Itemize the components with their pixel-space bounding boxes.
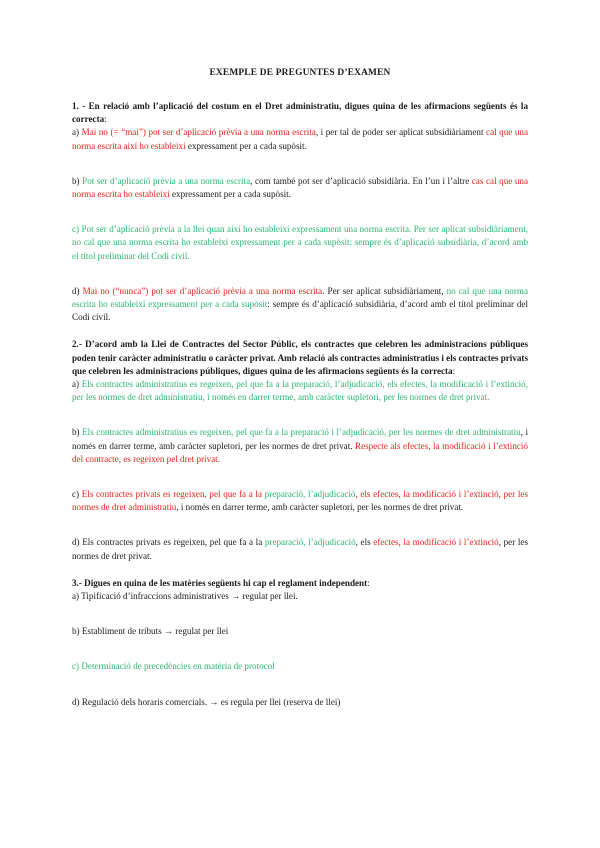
question-2 [72,338,528,378]
option-segment-red: cal que una norma escrita així ho estableixi [72,127,528,151]
option-letter: c) [72,489,82,500]
question-1 [72,100,528,126]
option-segment-red: , els efectes, la modificació i l’extinció, per les normes de dret administratiu [72,489,528,513]
question-2-option-d [72,536,528,562]
question-2-colon: : [452,365,456,376]
option-letter: a) [72,379,82,390]
option-segment-green: Els contractes administratius es regeixen, pel que fa a la preparació, l’adjudicació, els efectes, la modificació i l’extinció, per les normes de dret administratiu, i només en darrer terme, amb caràcter supletori, per les normes de dret privat. [72,379,528,403]
option-segment: d) Els contractes privats es regeixen, pel que fa a la [72,537,265,548]
option-segment: , els [355,537,374,548]
question-3-option-d: d) Regulació dels horaris comercials. → es regula per llei (reserva de llei) [72,696,341,707]
option-segment-red: Mai no (“nunca”) pot ser d’aplicació prèvia a una norma escrita [82,285,323,296]
option-letter: a) [72,127,82,138]
option-segment: , com també pot ser d’aplicació subsidiària. En l’un i l’altre [250,175,472,186]
question-3-option-c: c) Determinació de precedències en matèria de protocol [72,661,275,672]
option-segment: expressament per a cada supòsit. [172,189,291,200]
option-segment-green: Pot ser d’aplicació prèvia a una norma escrita [82,175,251,186]
question-3-text: 3.- Digues en quina de les matèries següents hi cap el reglament independent [72,577,368,588]
question-3 [72,577,528,590]
document-title: EXEMPLE DE PREGUNTES D’EXAMEN [209,68,391,78]
question-1-text: 1. - En relació amb l’aplicació del costum en el Dret administratiu, digues quina de les afirmacions següents és la correcta [72,101,528,125]
question-1-colon: : [104,114,107,125]
option-segment-green: Els contractes administratius es regeixen, pel que fa a la preparació i l’adjudicació, per les normes de dret administratiu [82,427,521,438]
question-2-text: 2.- D’acord amb la Llei de Contractes del Sector Públic, els contractes que celebren les administracions públiques poden tenir caràcter administratiu o caràcter privat. Amb relació als contractes administratius i els contractes privats que celebren les administracions públiques, digues quina de les afirmacions següents és la correcta [72,339,528,376]
option-segment: . Per ser aplicat subsidiàriament, [322,285,447,296]
option-segment-green: preparació, l’adjudicació [264,489,356,500]
question-1-option-d [72,285,528,325]
option-segment-red: cas cal que una norma escrita ho estableixi [72,175,529,200]
option-letter: b) [72,427,83,438]
option-segment-red: efectes, la modificació i l’extinció [373,537,499,548]
option-segment: expressament per a cada supòsit. [187,140,307,151]
option-segment-red: Els contractes privats es regeixen, pel que fa a la [81,489,265,500]
option-letter: b) [72,175,83,186]
question-2-option-c [72,488,528,514]
question-3-colon: : [367,577,370,588]
option-segment-green: no cal que una norma escrita ho estableixi expressament per a cada supòsit [72,285,528,310]
option-segment: , i per tal de poder ser aplicat subsidiàriament [315,127,487,138]
question-3-option-b: b) Establiment de tributs → regulat per llei [72,626,229,637]
option-segment-red: Respecte als efectes, la modificació i l’extinció del contracte, es regeixen pel dret privat. [72,440,528,464]
question-1-option-b [72,175,528,201]
option-letter: d) [72,285,83,296]
option-segment-green: preparació, l’adjudicació [264,537,356,548]
option-segment: , i només en darrer terme, amb caràcter supletori, per les normes de dret privat. [72,427,529,451]
option-letter: c) [72,224,82,235]
question-2-option-b [72,426,528,466]
option-segment: , per les normes de dret privat. [72,537,528,561]
option-segment-green: Pot ser d’aplicació prèvia a la llei quan així ho estableixi expressament una norma escrita. Per ser aplicat subsidiàriament, no cal que una norma escrita ho estableixi expressament per a cada supòsit: sempre és d’aplicació subsidiària, d’acord amb el títol preliminar del Codi civil. [72,224,528,261]
question-1-option-c [72,223,528,263]
option-segment: : sempre és d’aplicació subsidiària, d’acord amb el títol preliminar del Codi civil. [72,299,528,323]
option-segment: , i només en darrer terme, amb caràcter supletori, per les normes de dret privat. [176,502,464,513]
question-1-option-a [72,126,528,152]
question-2-option-a [72,378,528,404]
question-3-option-a: a) Tipificació d’infraccions administratives → regulat per llei. [72,591,298,602]
option-segment-red: Mai no (= “mai”) pot ser d’aplicació prèvia a una norma escrita [81,127,316,138]
